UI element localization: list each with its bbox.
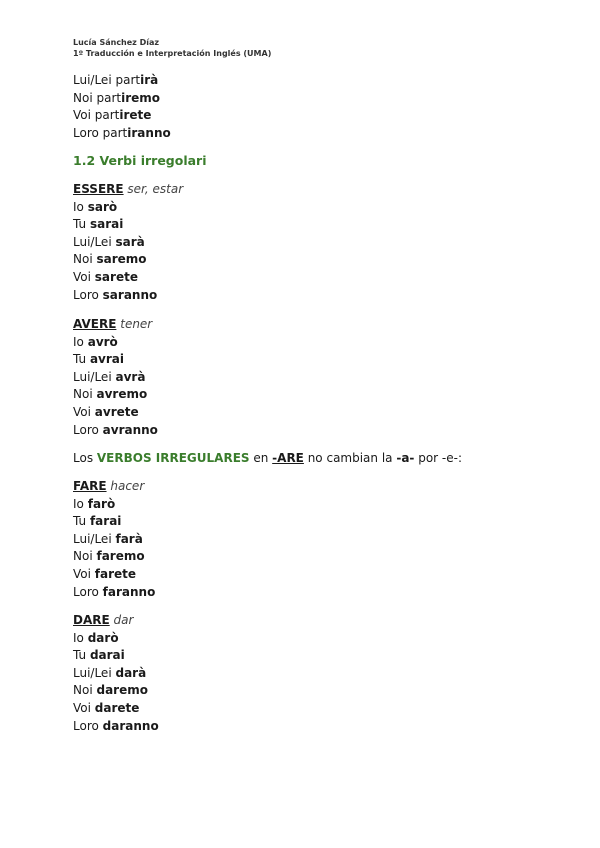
conjugation-line: Loro daranno [73, 718, 159, 733]
conjugation-line: Voi darete [73, 700, 140, 715]
conjugation-line: Io sarò [73, 199, 118, 214]
conjugation-line: Noi daremo [73, 683, 148, 698]
conjugation-line: Lui/Lei partirà [73, 73, 159, 87]
verb-heading [73, 181, 183, 199]
conjugation-line: Lui/Lei avrà [73, 369, 146, 384]
header-course: 1º Traducción e Interpretación Inglés (UMA) [73, 49, 272, 58]
verb-translation: ser, estar [127, 182, 184, 196]
conjugation-line: Noi saremo [73, 252, 147, 267]
verb-name: FARE [73, 479, 107, 493]
verb-name: ESSERE [73, 182, 124, 196]
conjugation-line: Io farò [73, 496, 116, 511]
conjugation-line: Loro faranno [73, 584, 156, 599]
fare-conjugation [73, 478, 155, 601]
conjugation-line: Tu avrai [73, 352, 125, 367]
essere-conjugation [73, 181, 183, 304]
note-highlight: VERBOS IRREGULARES [96, 451, 250, 465]
conjugation-line: Loro partiranno [73, 125, 171, 140]
header-author: Lucía Sánchez Díaz [73, 38, 160, 47]
conjugation-line: Tu farai [73, 514, 122, 529]
conjugation-line: Loro saranno [73, 287, 158, 302]
verb-heading [73, 612, 159, 630]
dare-conjugation [73, 612, 159, 735]
conjugation-line: Noi faremo [73, 549, 145, 564]
conjugation-line: Noi partiremo [73, 90, 161, 105]
verb-heading [73, 316, 158, 334]
irregular-note: Los VERBOS IRREGULARES en -ARE no cambian la -a- por -e-: [73, 451, 463, 465]
conjugation-line: Io avrò [73, 334, 118, 349]
section-heading: 1.2 Verbi irregolari [73, 153, 207, 168]
conjugation-line: Tu sarai [73, 217, 124, 232]
conjugation-line: Voi farete [73, 566, 137, 581]
conjugation-line: Voi sarete [73, 269, 138, 284]
conjugation-line: Noi avremo [73, 387, 148, 402]
verb-translation: tener [120, 317, 153, 331]
conjugation-line: Voi avrete [73, 404, 139, 419]
conjugation-line: Tu darai [73, 648, 125, 663]
partire-conjugation [73, 72, 171, 142]
verb-name: DARE [73, 613, 110, 627]
conjugation-line: Voi partirete [73, 108, 152, 123]
conjugation-line: Lui/Lei darà [73, 665, 147, 680]
conjugation-line: Lui/Lei sarà [73, 234, 145, 249]
note-a: -a- [396, 451, 415, 465]
verb-translation: hacer [110, 479, 145, 493]
note-are: -ARE [272, 451, 304, 465]
verb-name: AVERE [73, 317, 117, 331]
avere-conjugation [73, 316, 158, 439]
verb-heading [73, 478, 155, 496]
conjugation-line: Io darò [73, 630, 119, 645]
verb-translation: dar [113, 613, 134, 627]
conjugation-line: Lui/Lei farà [73, 531, 143, 546]
conjugation-line: Loro avranno [73, 422, 158, 437]
